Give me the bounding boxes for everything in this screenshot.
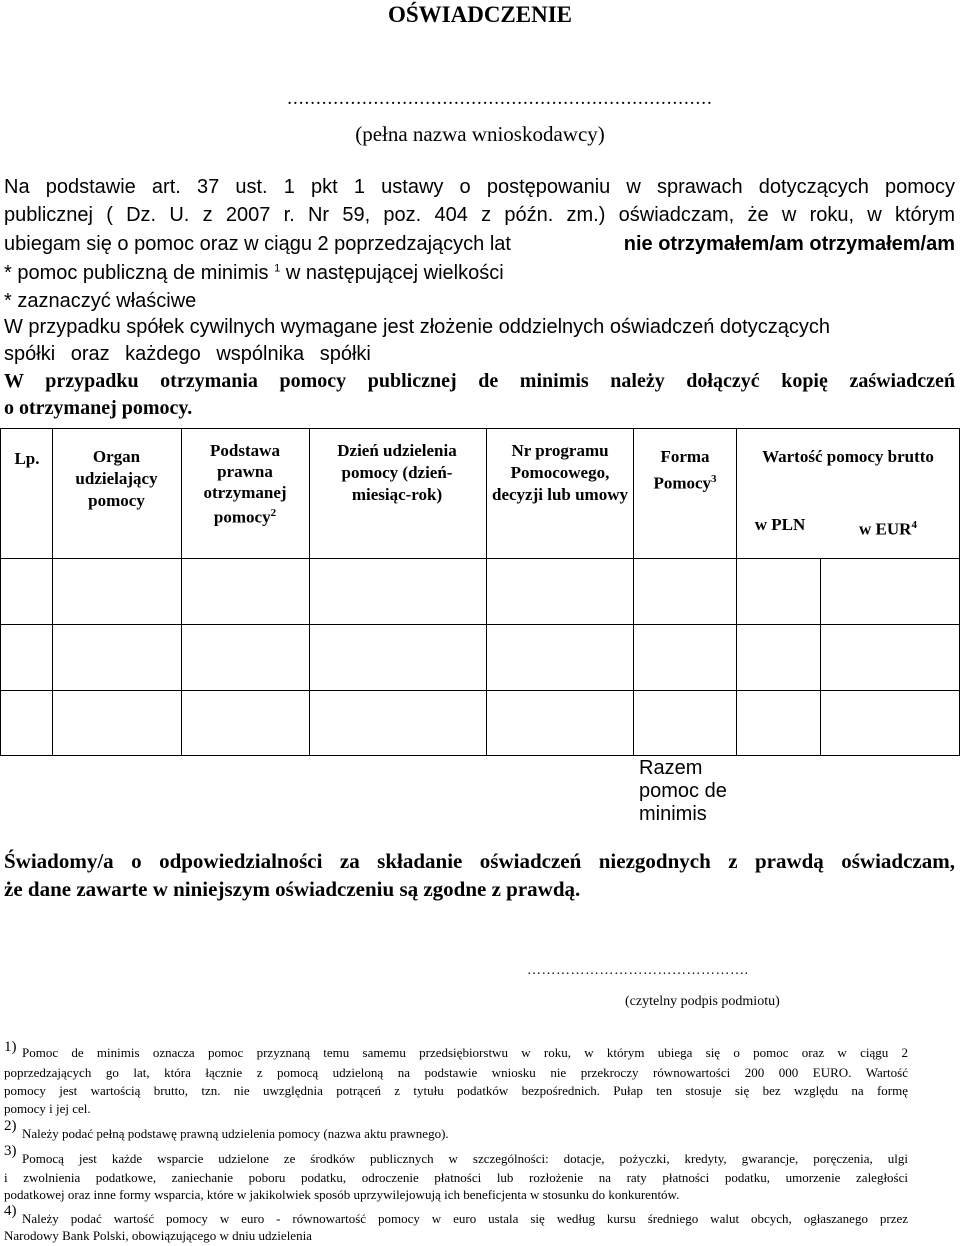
footnote-ref-3: 3: [711, 473, 717, 485]
body-line-1: Na podstawie art. 37 ust. 1 pkt 1 ustawy o postępowaniu w sprawach dotyczących pomocy: [4, 176, 955, 198]
option-received[interactable]: otrzymałem/am: [809, 233, 955, 255]
table-row-border: [0, 624, 960, 625]
col-header-podstawa-text: Podstawa prawna otrzymanej pomocy: [203, 441, 287, 527]
table-col-divider: [820, 558, 821, 755]
body-line-4-post: w następującej wielkości: [285, 262, 504, 284]
table-row-border: [0, 690, 960, 691]
footnote-ref-2: 2: [270, 507, 277, 519]
table-col-divider: [52, 428, 53, 755]
table-bottom-border: [0, 755, 960, 756]
footnote-2-line-1: Należy podać pełną podstawę prawną udzielenia pomocy (nazwa aktu prawnego).: [22, 1126, 449, 1141]
footnote-1-line-3: pomocy jest wartością brutto, tzn. nie uwzględnia potrąceń z tytułu podatków bezpośrednich. Pułap ten stosuje się bez względu na formę: [4, 1083, 908, 1098]
col-header-lp: Lp.: [14, 449, 40, 468]
body-line-7: spółki oraz każdego wspólnika spółki: [4, 343, 371, 365]
footnote-ref-4: 4: [911, 519, 917, 531]
col-header-forma-text: Forma Pomocy: [653, 447, 712, 493]
body-line-8: W przypadku otrzymania pomocy publicznej de minimis należy dołączyć kopię zaświadczeń: [4, 370, 955, 392]
declaration-line-1: Świadomy/a o odpowiedzialności za składanie oświadczeń niezgodnych z prawdą oświadczam,: [4, 849, 955, 873]
footnote-ref-1: 1: [274, 262, 281, 275]
table-col-divider: [181, 428, 182, 755]
col-header-eur: [838, 514, 938, 541]
signature-caption: (czytelny podpis podmiotu): [625, 994, 780, 1009]
table-col-divider: [736, 428, 737, 755]
col-header-podstawa: [190, 440, 300, 528]
col-header-pln: w PLN: [754, 515, 806, 534]
footnote-1-line-2: poprzedzających go lat, która łącznie z pomocą udzieloną na podstawie wniosku nie przekroczy równowartości 200 000 EURO. Wartość: [4, 1065, 908, 1080]
body-line-3-text: ubiegam się o pomoc oraz w ciągu 2 poprzedzających lat: [4, 233, 511, 255]
applicant-name-caption: (pełna nazwa wnioskodawcy): [355, 122, 605, 146]
body-line-3: [4, 233, 955, 256]
table-col-divider: [486, 428, 487, 755]
body-line-2: publicznej ( Dz. U. z 2007 r. Nr 59, poz. 404 z późn. zm.) oświadczam, że w roku, w którym: [4, 204, 955, 226]
col-header-nr: Nr programu Pomocowego, decyzji lub umowy: [492, 441, 628, 504]
col-header-dzien: Dzień udzielenia pomocy (dzień-miesiąc-rok): [337, 441, 457, 504]
footnote-3-line-2: i zwolnienia podatkowe, zaniechanie poboru podatku, odroczenie płatności lub rozłożenie na raty płatności podatku, umorzenie zaległości: [4, 1170, 908, 1185]
body-line-4-pre: * pomoc publiczną de minimis: [4, 262, 269, 284]
body-line-4: [4, 262, 504, 285]
total-label: Razem pomoc de minimis: [639, 757, 727, 825]
body-line-9: o otrzymanej pomocy.: [4, 397, 193, 419]
footnote-1-line-4: pomocy i jej cel.: [4, 1101, 91, 1116]
declaration-line-2: że dane zawarte w niniejszym oświadczeniu są zgodne z prawdą.: [4, 877, 581, 901]
footnote-4-mark: 4): [4, 1203, 17, 1219]
signature-field[interactable]: ……………………………………….: [527, 963, 749, 978]
mark-appropriate-note: * zaznaczyć właściwe: [4, 290, 197, 312]
option-not-received[interactable]: nie otrzymałem/am: [623, 233, 804, 255]
footnote-2-mark: 2): [4, 1118, 17, 1134]
col-header-forma: [637, 446, 733, 495]
col-header-eur-text: w EUR: [859, 519, 912, 539]
body-line-6: W przypadku spółek cywilnych wymagane jest złożenie oddzielnych oświadczeń dotyczących: [4, 316, 830, 338]
col-header-organ: Organ udzielający pomocy: [75, 447, 158, 510]
footnote-1-line-1: Pomoc de minimis oznacza pomoc przyznaną temu samemu przedsiębiorstwu w roku, w którym ubiega się o pomoc oraz w ciągu 2: [22, 1045, 908, 1060]
footnote-4-line-1: Należy podać wartość pomocy w euro - równowartość pomocy w euro ustala się według kursu średniego walut obcych, ogłaszanego przez: [22, 1211, 908, 1226]
footnote-3-line-3: podatkowej oraz inne formy wsparcia, które w jakikolwiek sposób uprzywilejowują ich beneficjenta w stosunku do konkurentów.: [4, 1187, 680, 1202]
table-header-border: [0, 558, 960, 559]
table-left-border: [0, 428, 1, 755]
footnote-4-line-2: Narodowy Bank Polski, obowiązującego w dniu udzielenia: [4, 1228, 312, 1243]
table-top-border: [0, 428, 960, 429]
table-col-divider: [633, 428, 634, 755]
footnote-3-mark: 3): [4, 1143, 17, 1159]
table-col-divider: [309, 428, 310, 755]
applicant-name-field[interactable]: ..........................................................................: [287, 88, 713, 109]
page-title: OŚWIADCZENIE: [387, 2, 573, 27]
col-header-wartosc: Wartość pomocy brutto: [762, 447, 934, 466]
footnote-1-mark: 1): [4, 1039, 17, 1055]
footnote-3-line-1: Pomocą jest każde wsparcie udzielone ze środków publicznych w szczególności: dotacje, pożyczki, kredyty, gwarancje, poręczenia, ulgi: [22, 1151, 908, 1166]
